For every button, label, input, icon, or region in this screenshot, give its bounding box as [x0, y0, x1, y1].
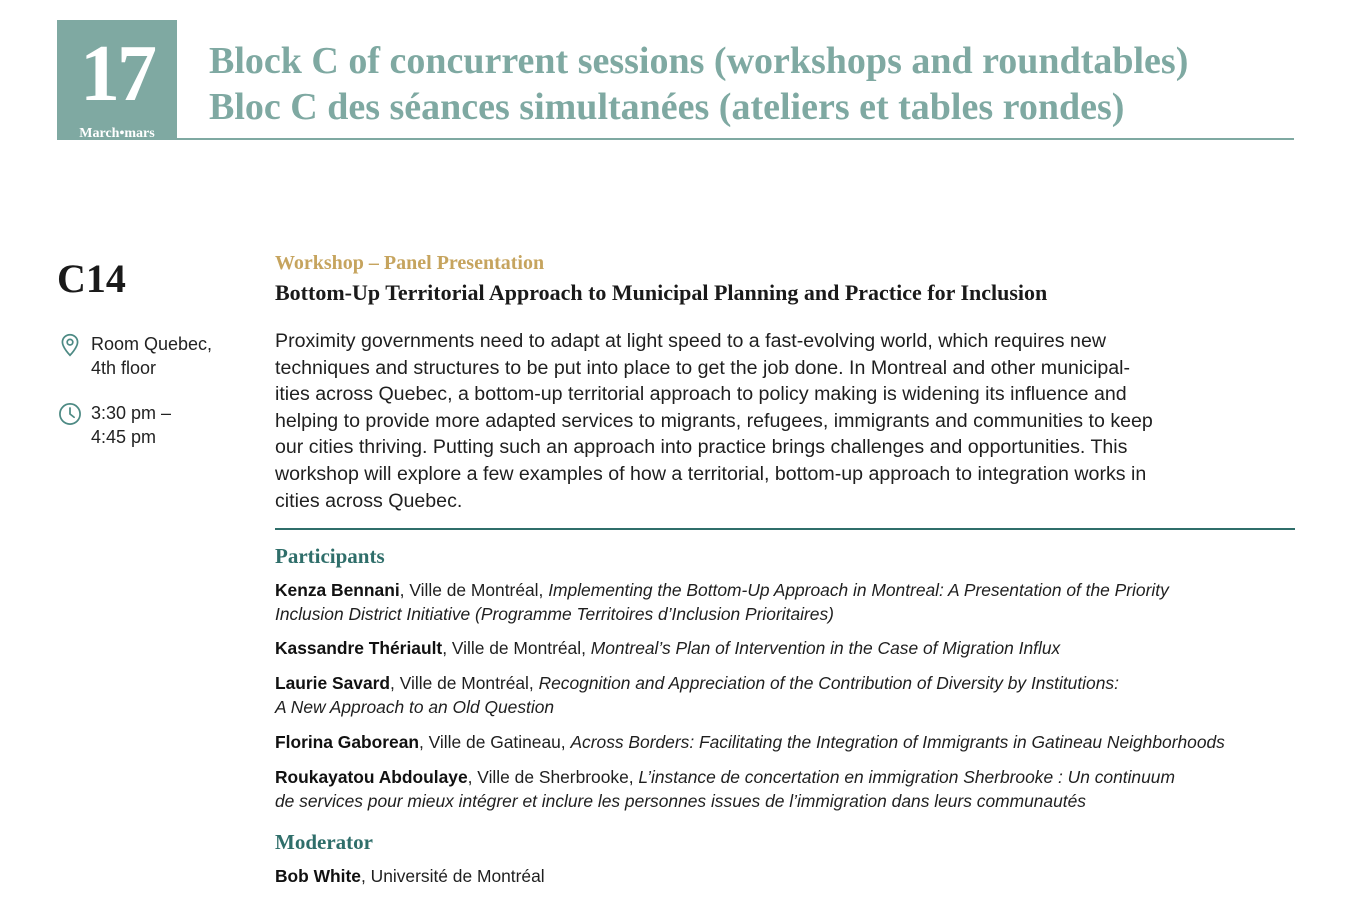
participant-name: Kassandre Thériault — [275, 638, 443, 658]
moderator-heading: Moderator — [275, 830, 373, 854]
participant-talk: Montreal’s Plan of Intervention in the Case of Migration Influx — [590, 638, 1061, 658]
description-line: helping to provide more adapted services to migrants, refugees, immigrants and communities to keep — [275, 409, 1153, 432]
time-line-1: 3:30 pm – — [91, 403, 172, 423]
page-title — [209, 38, 1294, 130]
session-location — [57, 332, 212, 380]
participant-org: , Ville de Sherbrooke, — [467, 767, 639, 787]
header-divider — [177, 138, 1294, 140]
description-line: our cities thriving. Putting such an approach into practice brings challenges and opportunities. This — [275, 436, 1128, 459]
participant-item — [275, 636, 1315, 660]
participant-talk: Implementing the Bottom-Up Approach in Montreal: A Presentation of the Priority — [548, 580, 1169, 600]
participant-item — [275, 730, 1315, 754]
description-line: cities across Quebec. — [275, 489, 463, 512]
description-line: techniques and structures to be put into place to get the job done. In Montreal and other municipal- — [275, 356, 1131, 379]
participant-org: , Ville de Montréal, — [390, 673, 539, 693]
room-line-1: Room Quebec, — [91, 334, 213, 354]
room-line-2: 4th floor — [91, 358, 157, 378]
description-line: ities across Quebec, a bottom-up territorial approach to policy making is widening its influence and — [275, 383, 1127, 406]
moderator-org: , Université de Montréal — [360, 866, 545, 886]
participant-name: Laurie Savard — [275, 673, 391, 693]
participant-org: , Ville de Gatineau, — [418, 732, 571, 752]
moderator-item — [275, 864, 1315, 888]
participant-org: , Ville de Montréal, — [442, 638, 591, 658]
time-line-2: 4:45 pm — [91, 427, 157, 447]
participant-name: Kenza Bennani — [275, 580, 400, 600]
participant-talk: de services pour mieux intégrer et inclure les personnes issues de l’immigration dans leurs communautés — [275, 791, 1086, 811]
session-type: Workshop – Panel Presentation — [275, 252, 545, 274]
date-day: 17 — [80, 30, 154, 118]
section-divider — [275, 528, 1295, 530]
participant-talk: Recognition and Appreciation of the Contribution of Diversity by Institutions: — [538, 673, 1119, 693]
participant-name: Florina Gaborean — [275, 732, 419, 752]
participant-talk: Across Borders: Facilitating the Integration of Immigrants in Gatineau Neighborhoods — [570, 732, 1225, 752]
page-title-english: Block C of concurrent sessions (workshops and roundtables) — [209, 40, 1189, 82]
date-badge — [57, 20, 177, 140]
participant-talk: A New Approach to an Old Question — [275, 697, 555, 717]
participant-item — [275, 765, 1315, 813]
participant-name: Roukayatou Abdoulaye — [275, 767, 468, 787]
moderator-name: Bob White — [275, 866, 361, 886]
participant-talk: L’instance de concertation en immigration Sherbrooke : Un continuum — [638, 767, 1175, 787]
date-month: March•mars — [79, 126, 155, 141]
session-code: C14 — [57, 256, 126, 301]
participant-item — [275, 671, 1315, 719]
description-line: Proximity governments need to adapt at light speed to a fast-evolving world, which requires new — [275, 330, 1106, 352]
participant-item — [275, 578, 1315, 626]
participant-org: , Ville de Montréal, — [399, 580, 549, 600]
clock-icon — [57, 401, 83, 427]
page-title-french: Bloc C des séances simultanées (ateliers et tables rondes) — [209, 86, 1125, 128]
session-title: Bottom-Up Territorial Approach to Municipal Planning and Practice for Inclusion — [275, 280, 1048, 305]
session-description — [275, 328, 1305, 514]
participant-talk: Inclusion District Initiative (Programme Territoires d’Inclusion Prioritaires) — [275, 604, 834, 624]
session-time — [57, 401, 171, 449]
description-line: workshop will explore a few examples of how a territorial, bottom-up approach to integration works in — [275, 462, 1147, 485]
location-pin-icon — [57, 332, 83, 358]
participants-heading: Participants — [275, 544, 385, 568]
